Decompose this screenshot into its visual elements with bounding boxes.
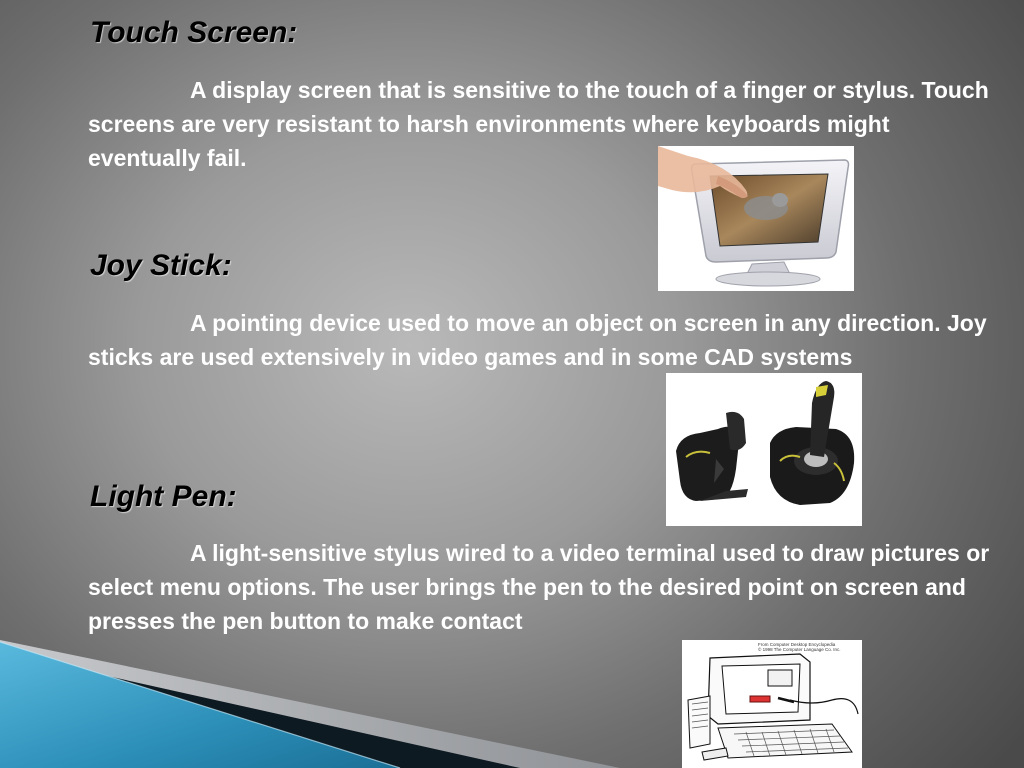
joy-stick-heading: Joy Stick: xyxy=(90,249,232,282)
light-pen-caption-1: From Computer Desktop Encyclopedia xyxy=(758,642,836,647)
light-pen-heading: Light Pen: xyxy=(90,480,237,513)
touch-screen-heading: Touch Screen: xyxy=(90,16,298,49)
joy-stick-description: A pointing device used to move an object on screen in any direction. Joy sticks are used extensively in video games and in some CAD systems xyxy=(88,310,987,370)
light-pen-description: A light-sensitive stylus wired to a video terminal used to draw pictures or select menu options. The user brings the pen to the desired point on screen and presses the pen button to make contact xyxy=(88,540,990,634)
light-pen-caption-2: © 1998 The Computer Language Co. Inc. xyxy=(758,647,841,652)
light-pen-image xyxy=(682,640,862,768)
touch-screen-image xyxy=(658,146,854,291)
decorative-ribbon xyxy=(0,640,620,768)
touch-screen-description: A display screen that is sensitive to the touch of a finger or stylus. Touch screens are very resistant to harsh environments where keyboards might eventually fail. xyxy=(88,77,989,171)
joystick-image xyxy=(666,373,862,526)
